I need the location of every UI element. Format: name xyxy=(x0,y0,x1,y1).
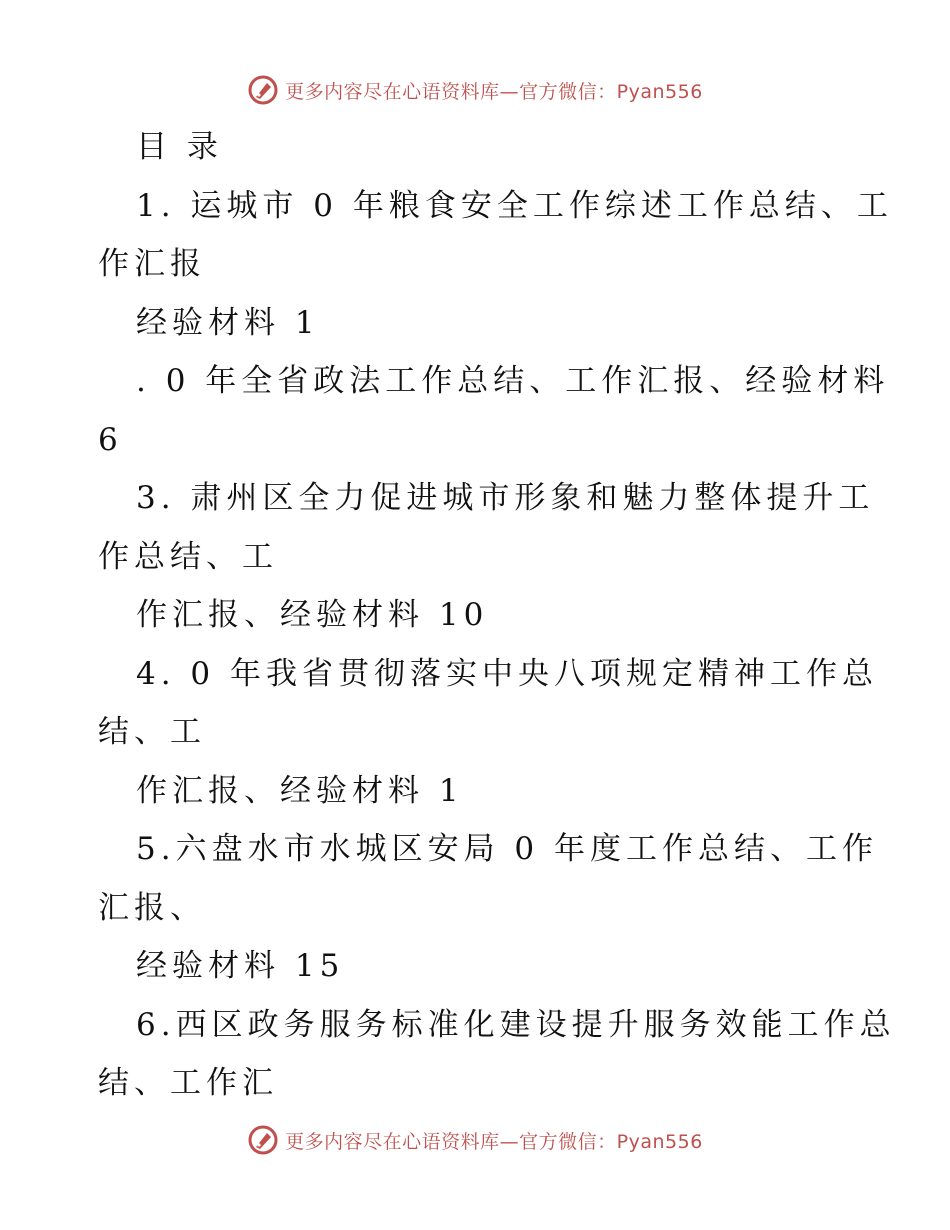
watermark-footer xyxy=(0,1122,950,1158)
toc-line: 5.六盘水市水城区安局 0 年度工作总结、工作 xyxy=(136,831,879,867)
toc-line: 汇报、 xyxy=(98,889,206,926)
toc-line: 6.西区政务服务标准化建设提升服务效能工作总 xyxy=(136,1006,896,1043)
toc-line: 3. 肃州区全力促进城市形象和魅力整体提升工 xyxy=(136,480,875,516)
toc-line: 结、工 xyxy=(98,714,206,750)
toc-line: 作汇报、经验材料 10 xyxy=(136,597,489,633)
toc-line: 结、工作汇 xyxy=(98,1065,278,1101)
watermark-text: 更多内容尽在心语资料库—官方微信：Pyan556 xyxy=(285,1130,703,1153)
toc-line: 6 xyxy=(98,421,123,458)
toc-line: 作总结、工 xyxy=(98,538,278,575)
toc-line: 作汇报、经验材料 1 xyxy=(136,772,464,809)
pen-nib-circle-icon xyxy=(247,1124,279,1156)
toc-line: 经验材料 15 xyxy=(136,948,345,984)
document-body xyxy=(98,118,896,1113)
toc-line: . 0 年全省政法工作总结、工作汇报、经验材料 xyxy=(136,363,890,399)
pen-nib-circle-icon xyxy=(247,74,279,106)
toc-line: 4. 0 年我省贯彻落实中央八项规定精神工作总 xyxy=(136,655,879,692)
toc-line: 1. 运城市 0 年粮食安全工作综述工作总结、工 xyxy=(136,187,893,224)
watermark-text: 更多内容尽在心语资料库—官方微信：Pyan556 xyxy=(285,80,703,103)
toc-line: 经验材料 1 xyxy=(136,304,320,341)
watermark-header xyxy=(0,72,950,108)
toc-heading: 目 录 xyxy=(136,129,223,165)
toc-line: 作汇报 xyxy=(98,246,206,282)
